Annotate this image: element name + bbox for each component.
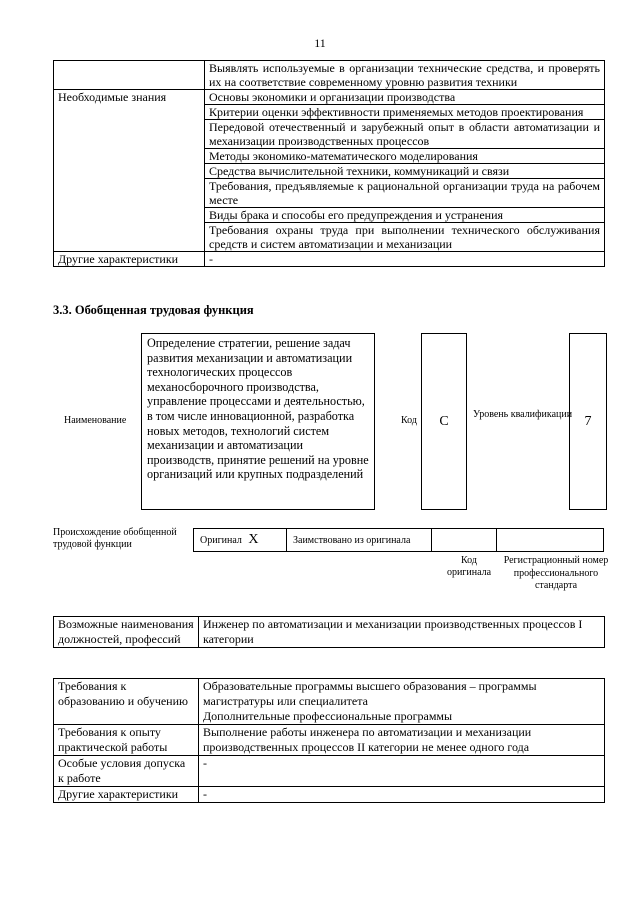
code-value: C	[439, 414, 449, 429]
other-value: -	[205, 252, 605, 267]
knowledge-table	[53, 60, 605, 267]
original-cell	[194, 529, 287, 552]
page-number: 11	[314, 36, 326, 50]
knowledge-item: Методы экономико-математического моделирования	[205, 149, 605, 164]
other-characteristics-value: -	[199, 787, 605, 803]
section-title: 3.3. Обобщенная трудовая функция	[53, 303, 254, 317]
table-row	[54, 725, 605, 756]
knowledge-item: Средства вычислительной техники, коммуникаций и связи	[205, 164, 605, 179]
education-line: Дополнительные профессиональные программы	[203, 709, 453, 723]
table-row	[54, 90, 605, 105]
experience-value: Выполнение работы инженера по автоматизации и механизации производственных процессов II категории не менее одного года	[199, 725, 605, 756]
knowledge-item: Требования, предъявляемые к рациональной организации труда на рабочем месте	[205, 179, 605, 208]
knowledge-item: Требования охраны труда при выполнении технического обслуживания средств и систем автоматизации и механизации	[205, 223, 605, 252]
education-label: Требования к образованию и обучению	[54, 679, 199, 725]
table-row	[54, 756, 605, 787]
table-row	[54, 679, 605, 725]
code-original-label: Код оригинала	[446, 555, 492, 578]
skill-cell: Выявлять используемые в организации технические средства, и проверять их на соответствие современному уровню развития техники	[205, 61, 605, 90]
registration-number-label: Регистрационный номер профессионального стандарта	[503, 555, 609, 591]
origin-table	[193, 528, 604, 552]
code-box	[421, 333, 467, 510]
original-mark: X	[248, 532, 259, 547]
name-label: Наименование	[64, 415, 127, 426]
table-row	[54, 617, 605, 648]
knowledge-item: Виды брака и способы его предупреждения и устранения	[205, 208, 605, 223]
knowledge-item: Передовой отечественный и зарубежный опыт в области автоматизации и механизации производственных процессов	[205, 120, 605, 149]
experience-label: Требования к опыту практической работы	[54, 725, 199, 756]
code-orig-cell	[432, 529, 497, 552]
level-value: 7	[584, 414, 592, 429]
knowledge-item: Критерии оценки эффективности применяемых методов проектирования	[205, 105, 605, 120]
special-conditions-value: -	[199, 756, 605, 787]
level-label	[473, 409, 572, 421]
code-label: Код	[401, 415, 417, 426]
other-label: Другие характеристики	[54, 252, 205, 267]
table-row	[54, 252, 605, 267]
name-value: Определение стратегии, решение задач развития механизации и автоматизации технологических процессов механосборочного производства, управление процессами и деятельностью, в том числе инновационной, разработка новых методов, технологий систем механизации и автоматизации производств, принятие решений на уровне организаций или крупных подразделений	[141, 333, 375, 510]
positions-label: Возможные наименования должностей, профессий	[54, 617, 199, 648]
table-row	[194, 529, 604, 552]
knowledge-item: Основы экономики и организации производства	[205, 90, 605, 105]
level-label-text: Уровень квалификации	[473, 409, 573, 420]
empty-label-cell	[54, 61, 205, 90]
origin-label	[53, 527, 193, 551]
level-box	[569, 333, 607, 510]
borrowed-cell: Заимствовано из оригинала	[287, 529, 432, 552]
education-value	[199, 679, 605, 725]
knowledge-label: Необходимые знания	[54, 90, 205, 252]
positions-value: Инженер по автоматизации и механизации производственных процессов I категории	[199, 617, 605, 648]
special-conditions-label: Особые условия допуска к работе	[54, 756, 199, 787]
original-label: Оригинал	[200, 535, 242, 546]
education-line: Образовательные программы высшего образования – программы магистратуры или специалитета	[203, 679, 537, 708]
other-characteristics-label: Другие характеристики	[54, 787, 199, 803]
table-row	[54, 787, 605, 803]
origin-label-text: Происхождение обобщенной трудовой функции	[53, 527, 177, 550]
requirements-table	[53, 678, 605, 803]
table-row	[54, 61, 605, 90]
positions-table	[53, 616, 605, 648]
reg-num-cell	[497, 529, 604, 552]
